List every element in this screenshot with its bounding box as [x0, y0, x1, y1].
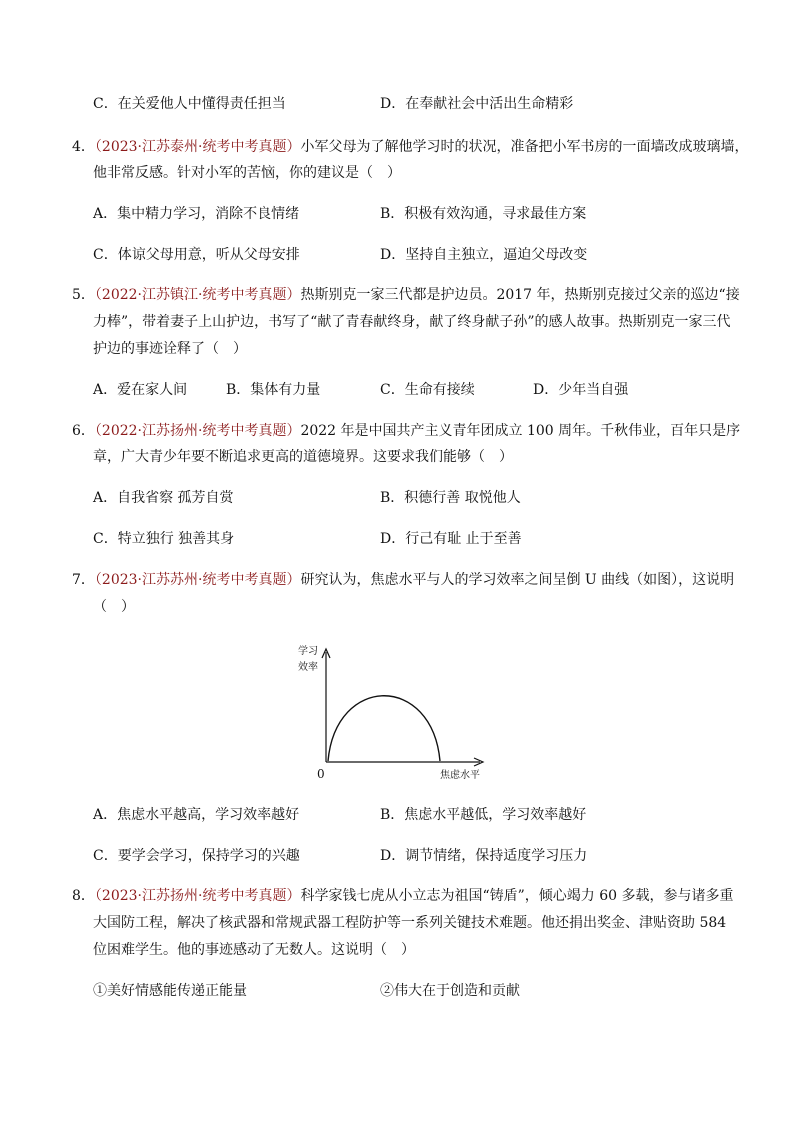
q8-number: 8．	[72, 888, 95, 904]
q6-source: （2022·江苏扬州·统考中考真题）	[94, 423, 301, 439]
q7-option-d: D．调节情绪，保持适度学习压力	[380, 848, 588, 864]
q5-text-1: 热斯别克一家三代都是护边员。2017 年，热斯别克接过父亲的巡边“接	[300, 287, 740, 303]
q7-option-c: C．要学会学习，保持学习的兴趣	[93, 848, 300, 864]
q6-option-c: C．特立独行 独善其身	[93, 531, 235, 547]
q5-option-a: A．爱在家人间	[93, 382, 188, 398]
q4-option-d: D．坚持自主独立，逼迫父母改变	[380, 247, 588, 263]
q7-stem-line2: （ ）	[93, 599, 135, 615]
q4-stem-line2: 他非常反感。针对小军的苦恼，你的建议是（ ）	[93, 165, 401, 181]
q7-stem-line1	[72, 570, 734, 590]
q8-stem-line1	[72, 886, 733, 906]
q5-option-b: B．集体有力量	[226, 382, 321, 398]
q4-source: （2023·江苏泰州·统考中考真题）	[94, 139, 301, 155]
q7-text-1: 研究认为，焦虑水平与人的学习效率之间呈倒 U 曲线（如图），这说明	[300, 572, 735, 588]
q5-source: （2022·江苏镇江·统考中考真题）	[94, 287, 301, 303]
q5-option-d: D．少年当自强	[533, 382, 629, 398]
y-label-char-3: 效	[298, 662, 308, 673]
q5-stem-line3: 护边的事迹诠释了（ ）	[93, 341, 247, 357]
q6-option-a: A．自我省察 孤芳自赏	[93, 490, 234, 506]
q4-number: 4．	[72, 139, 95, 155]
q8-option-2: ②伟大在于创造和贡献	[380, 983, 520, 999]
x-axis-label: 焦虑水平	[440, 770, 480, 781]
q6-number: 6．	[72, 423, 95, 439]
y-label-char-1: 学	[298, 646, 308, 657]
q6-option-d: D．行己有耻 止于至善	[380, 531, 522, 547]
q6-stem-line1	[72, 421, 740, 441]
y-label-char-4: 率	[308, 662, 318, 673]
q5-stem-line2: 力棒”，带着妻子上山护边，书写了“献了青春献终身，献了终身献子孙”的感人故事。热斯别克一家三代	[93, 314, 731, 330]
q4-stem-line1	[72, 137, 748, 157]
origin-label: 0	[317, 767, 325, 781]
y-label-char-2: 习	[308, 646, 318, 657]
q8-source: （2023·江苏扬州·统考中考真题）	[94, 888, 301, 904]
q5-stem-line1	[72, 285, 740, 305]
q4-option-a: A．集中精力学习，消除不良情绪	[93, 206, 300, 222]
inverted-u-curve	[328, 696, 440, 761]
q7-option-b: B．焦虑水平越低，学习效率越好	[380, 807, 587, 823]
inverted-u-curve-figure	[290, 644, 490, 784]
q6-stem-line2: 章，广大青少年要不断追求更高的道德境界。这要求我们能够（ ）	[93, 449, 513, 465]
q5-option-c: C．生命有接续	[380, 382, 475, 398]
q7-option-a: A．焦虑水平越高，学习效率越好	[93, 807, 300, 823]
q8-stem-line2: 大国防工程，解决了核武器和常规武器工程防护等一系列关键技术难题。他还捐出奖金、津贴资助 584	[93, 915, 727, 931]
q7-source: （2023·江苏苏州·统考中考真题）	[94, 572, 301, 588]
q3-option-c: C．在关爱他人中懂得责任担当	[93, 96, 286, 112]
q4-text-1: 小军父母为了解他学习时的状况，准备把小军书房的一面墙改成玻璃墙，	[300, 139, 749, 155]
q6-option-b: B．积德行善 取悦他人	[380, 490, 521, 506]
q5-number: 5．	[72, 287, 95, 303]
q8-text-1: 科学家钱七虎从小立志为祖国“铸盾”，倾心竭力 60 多载，参与诸多重	[300, 888, 734, 904]
q4-option-c: C．体谅父母用意，听从父母安排	[93, 247, 300, 263]
q8-option-1: ①美好情感能传递正能量	[93, 983, 247, 999]
q6-text-1: 2022 年是中国共产主义青年团成立 100 周年。千秋伟业，百年只是序	[300, 423, 741, 439]
q8-stem-line3: 位困难学生。他的事迹感动了无数人。这说明（ ）	[93, 942, 415, 958]
q7-number: 7．	[72, 572, 95, 588]
q4-option-b: B．积极有效沟通，寻求最佳方案	[380, 206, 587, 222]
q3-option-d: D．在奉献社会中活出生命精彩	[380, 96, 574, 112]
